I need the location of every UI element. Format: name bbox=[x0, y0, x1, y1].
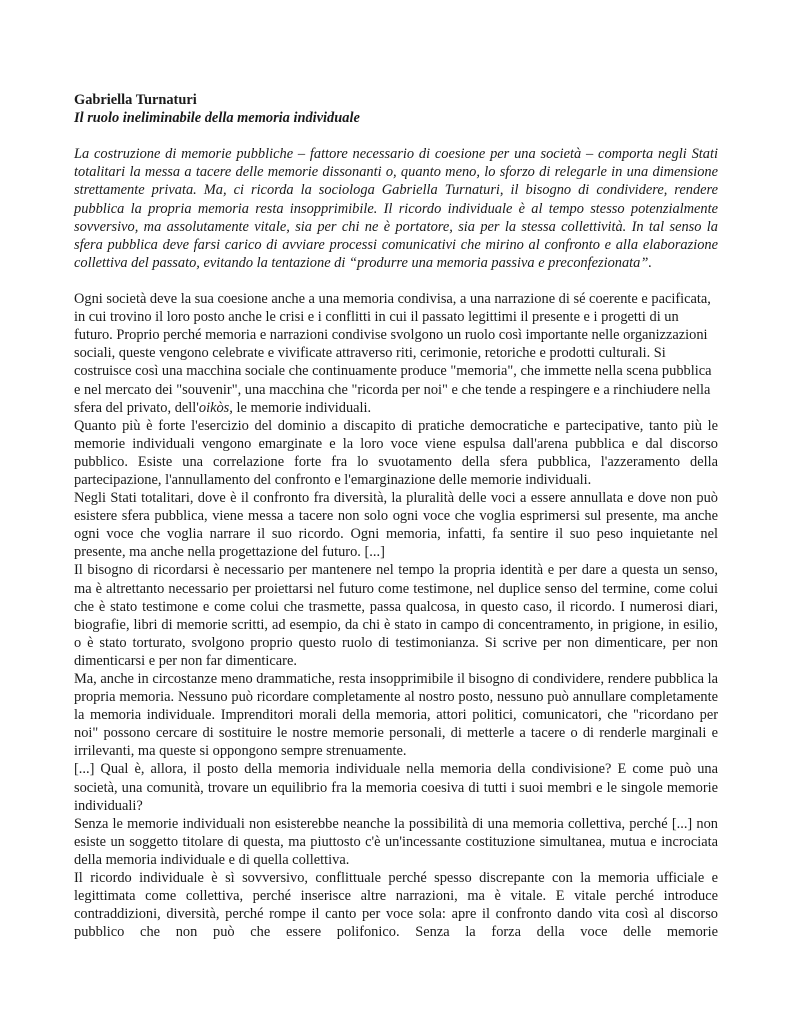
paragraph-1-italic-term: oikòs, bbox=[198, 399, 233, 416]
paragraph-6: [...] Qual è, allora, il posto della memoria individuale nella memoria della condivisione? E come può una società, una comunità, trovare un equilibrio fra la memoria coesiva di tutti i suoi membri e le singole memorie individuali? bbox=[74, 761, 718, 814]
paragraph-2: Quanto più è forte l'esercizio del dominio a discapito di pratiche democratiche e partecipative, tanto più le memorie individuali vengono emarginate e la loro voce viene espulsa dall'arena pubblica e dal discorso pubblico. Esiste una correlazione forte fra lo svuotamento della sfera pubblica, l'azzeramento della partecipazione, l'annullamento del confronto e l'emarginazione delle memorie individuali. bbox=[74, 417, 718, 488]
abstract-paragraph: La costruzione di memorie pubbliche – fattore necessario di coesione per una società – comporta negli Stati totalitari la messa a tacere delle memorie dissonanti o, quanto meno, lo sforzo di relegarle in una dimensione strettamente privata. Ma, ci ricorda la sociologa Gabriella Turnaturi, il bisogno di condividere, rendere pubblica la propria memoria resta insopprimibile. Il ricordo individuale è al tempo stesso potenzialmente sovversivo, ma assolutamente vitale, sia per chi ne è portatore, sia per la stessa collettività. In tal senso la sfera pubblica deve farsi carico di avviare processi comunicativi che mirino al confronto e alla elaborazione collettiva del passato, evitando la tentazione di “produrre una memoria passiva e preconfezionata”. bbox=[74, 146, 718, 271]
paragraph-7: Senza le memorie individuali non esisterebbe neanche la possibilità di una memoria collettiva, perché [...] non esiste un soggetto titolare di questa, ma piuttosto c'è un'incessante costituzione simultanea, mutua e incrociata della memoria individuale e di quella collettiva. bbox=[74, 815, 718, 868]
document-page bbox=[74, 91, 718, 941]
paragraph-8: Il ricordo individuale è sì sovversivo, conflittuale perché spesso discrepante con la memoria ufficiale e legittimata come collettiva, perché inserisce altre narrazioni, ma è vitale. E vitale perché introduce contraddizioni, diversità, perché rompe il canto per voce sola: apre il confronto dando vita così al discorso pubblico che non può che essere polifonico. Senza la forza della voce delle memorie bbox=[74, 870, 718, 941]
paragraph-1 bbox=[74, 290, 718, 417]
article-body bbox=[74, 290, 718, 941]
paragraph-3: Negli Stati totalitari, dove è il confronto fra diversità, la pluralità delle voci a essere annullata e dove non può esistere sfera pubblica, viene messa a tacere non solo ogni voce che voglia esprimersi sul presente, ma anche ogni voce che voglia narrare il suo ricordo. Ogni memoria, infatti, fa sentire il suo peso inquietante nel presente, ma anche nella progettazione del futuro. [...] bbox=[74, 490, 718, 561]
author-name: Gabriella Turnaturi bbox=[74, 92, 197, 108]
paragraph-4: Il bisogno di ricordarsi è necessario per mantenere nel tempo la propria identità e per dare a questa un senso, ma è altrettanto necessario per proiettarsi nel futuro come testimone, nel duplice senso del termine, come colui che è stato testimone e come colui che trasmette, passa qualcosa, in questo caso, il ricordo. I numerosi diari, biografie, libri di memorie scritti, ad esempio, da chi è stato in campo di concentramento, in prigione, in esilio, o è stato torturato, svolgono proprio questo ruolo di testimonianza. Si scrive per non dimenticare, per non dimenticarsi e per non far dimenticare. bbox=[74, 562, 718, 669]
paragraph-1-text: Ogni società deve la sua coesione anche a una memoria condivisa, a una narrazione di sé coerente e pacificata, in cui trovino il loro posto anche le crisi e i conflitti in cui il passato legittimi il presente e i progetti di un futuro. Proprio perché memoria e narrazioni condivise svolgono un ruolo così importante nelle organizzazioni sociali, queste vengono celebrate e vivificate attraverso riti, cerimonie, retoriche e prodotti culturali. Si costruisce così una macchina sociale che continuamente produce "memoria", che immette nella scena pubblica e nel mercato dei "souvenir", una macchina che "ricorda per noi" e che tende a respingere e a rinchiudere nella sfera del privato, dell' bbox=[74, 291, 712, 416]
paragraph-5: Ma, anche in circostanze meno drammatiche, resta insopprimibile il bisogno di condividere, rendere pubblica la propria memoria. Nessuno può ricordare completamente al nostro posto, nessuno può annullare completamente la memoria individuale. Imprenditori morali della memoria, attori politici, comunicatori, che "ricordano per noi" possono cercare di sostituire le nostre memorie personali, di metterle a tacere o di renderle marginali e irrilevanti, ma queste si oppongono sempre strenuamente. bbox=[74, 671, 718, 760]
article-title: Il ruolo ineliminabile della memoria individuale bbox=[74, 110, 360, 127]
paragraph-1-ending: le memorie individuali. bbox=[232, 399, 372, 416]
